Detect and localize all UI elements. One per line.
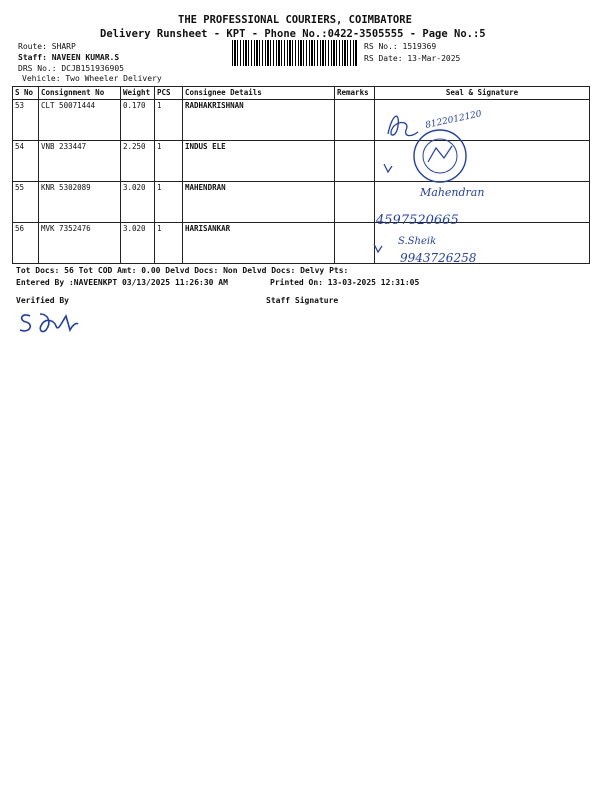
totals-line: Tot Docs: 56 Tot COD Amt: 0.00 Delvd Docs: Non Delvd Docs: Delvy Pts: — [16, 266, 349, 275]
cell-sno: 56 — [13, 223, 39, 264]
tick-mark-row4 — [374, 244, 382, 252]
handwritten-name-row4: S.Sheik — [398, 236, 437, 247]
col-consignment: Consignment No — [39, 87, 121, 100]
cell-weight: 2.250 — [121, 141, 155, 182]
col-sno: S No — [13, 87, 39, 100]
handwritten-phone-row4: 9943726258 — [400, 251, 477, 265]
handwritten-phone-row3: 4597520665 — [376, 213, 459, 228]
company-stamp-icon — [414, 130, 466, 182]
cell-weight: 3.020 — [121, 182, 155, 223]
staff-signature-label: Staff Signature — [266, 296, 339, 305]
handwriting-overlay — [370, 96, 590, 271]
tick-mark-row2 — [384, 164, 392, 172]
col-seal: Seal & Signature — [375, 87, 590, 100]
cell-weight: 3.020 — [121, 223, 155, 264]
verified-by-label: Verified By — [16, 296, 69, 305]
cell-remarks — [335, 182, 375, 223]
staff-label: Staff: NAVEEN KUMAR.S — [18, 53, 120, 62]
cell-consignment: VNB 233447 — [39, 141, 121, 182]
handwritten-name-row3: Mahendran — [420, 186, 485, 199]
cell-remarks — [335, 223, 375, 264]
cell-sno: 54 — [13, 141, 39, 182]
col-pcs: PCS — [155, 87, 183, 100]
cell-remarks — [335, 100, 375, 141]
rs-number: RS No.: 1519369 — [364, 42, 437, 51]
handwritten-phone-row1: 8122012120 — [424, 109, 483, 131]
col-consignee: Consignee Details — [183, 87, 335, 100]
barcode-image — [232, 40, 358, 66]
cell-pcs: 1 — [155, 182, 183, 223]
vehicle-label: Vehicle: Two Wheeler Delivery — [22, 74, 162, 83]
entered-by: Entered By :NAVEENKPT 03/13/2025 11:26:30 AM — [16, 278, 228, 287]
cell-consignment: KNR 5302089 — [39, 182, 121, 223]
verifier-signature — [16, 308, 86, 338]
cell-remarks — [335, 141, 375, 182]
cell-sno: 55 — [13, 182, 39, 223]
route-label: Route: SHARP — [18, 42, 76, 51]
cell-consignee: HARISANKAR — [183, 223, 335, 264]
col-weight: Weight — [121, 87, 155, 100]
company-title: THE PROFESSIONAL COURIERS, COIMBATORE — [178, 14, 412, 26]
drs-number: DRS No.: DCJB151936905 — [18, 64, 124, 73]
cell-pcs: 1 — [155, 223, 183, 264]
rs-date: RS Date: 13-Mar-2025 — [364, 54, 461, 63]
cell-consignee: INDUS ELE — [183, 141, 335, 182]
cell-weight: 0.170 — [121, 100, 155, 141]
runsheet-subtitle: Delivery Runsheet - KPT - Phone No.:0422-3505555 - Page No.:5 — [100, 28, 486, 40]
cell-pcs: 1 — [155, 141, 183, 182]
cell-pcs: 1 — [155, 100, 183, 141]
col-remarks: Remarks — [335, 87, 375, 100]
printed-on: Printed On: 13-03-2025 12:31:05 — [270, 278, 420, 287]
cell-consignment: MVK 7352476 — [39, 223, 121, 264]
cell-consignment: CLT 50071444 — [39, 100, 121, 141]
cell-consignee: RADHAKRISHNAN — [183, 100, 335, 141]
cell-sno: 53 — [13, 100, 39, 141]
signature-scribble-row1 — [388, 116, 418, 135]
cell-consignee: MAHENDRAN — [183, 182, 335, 223]
